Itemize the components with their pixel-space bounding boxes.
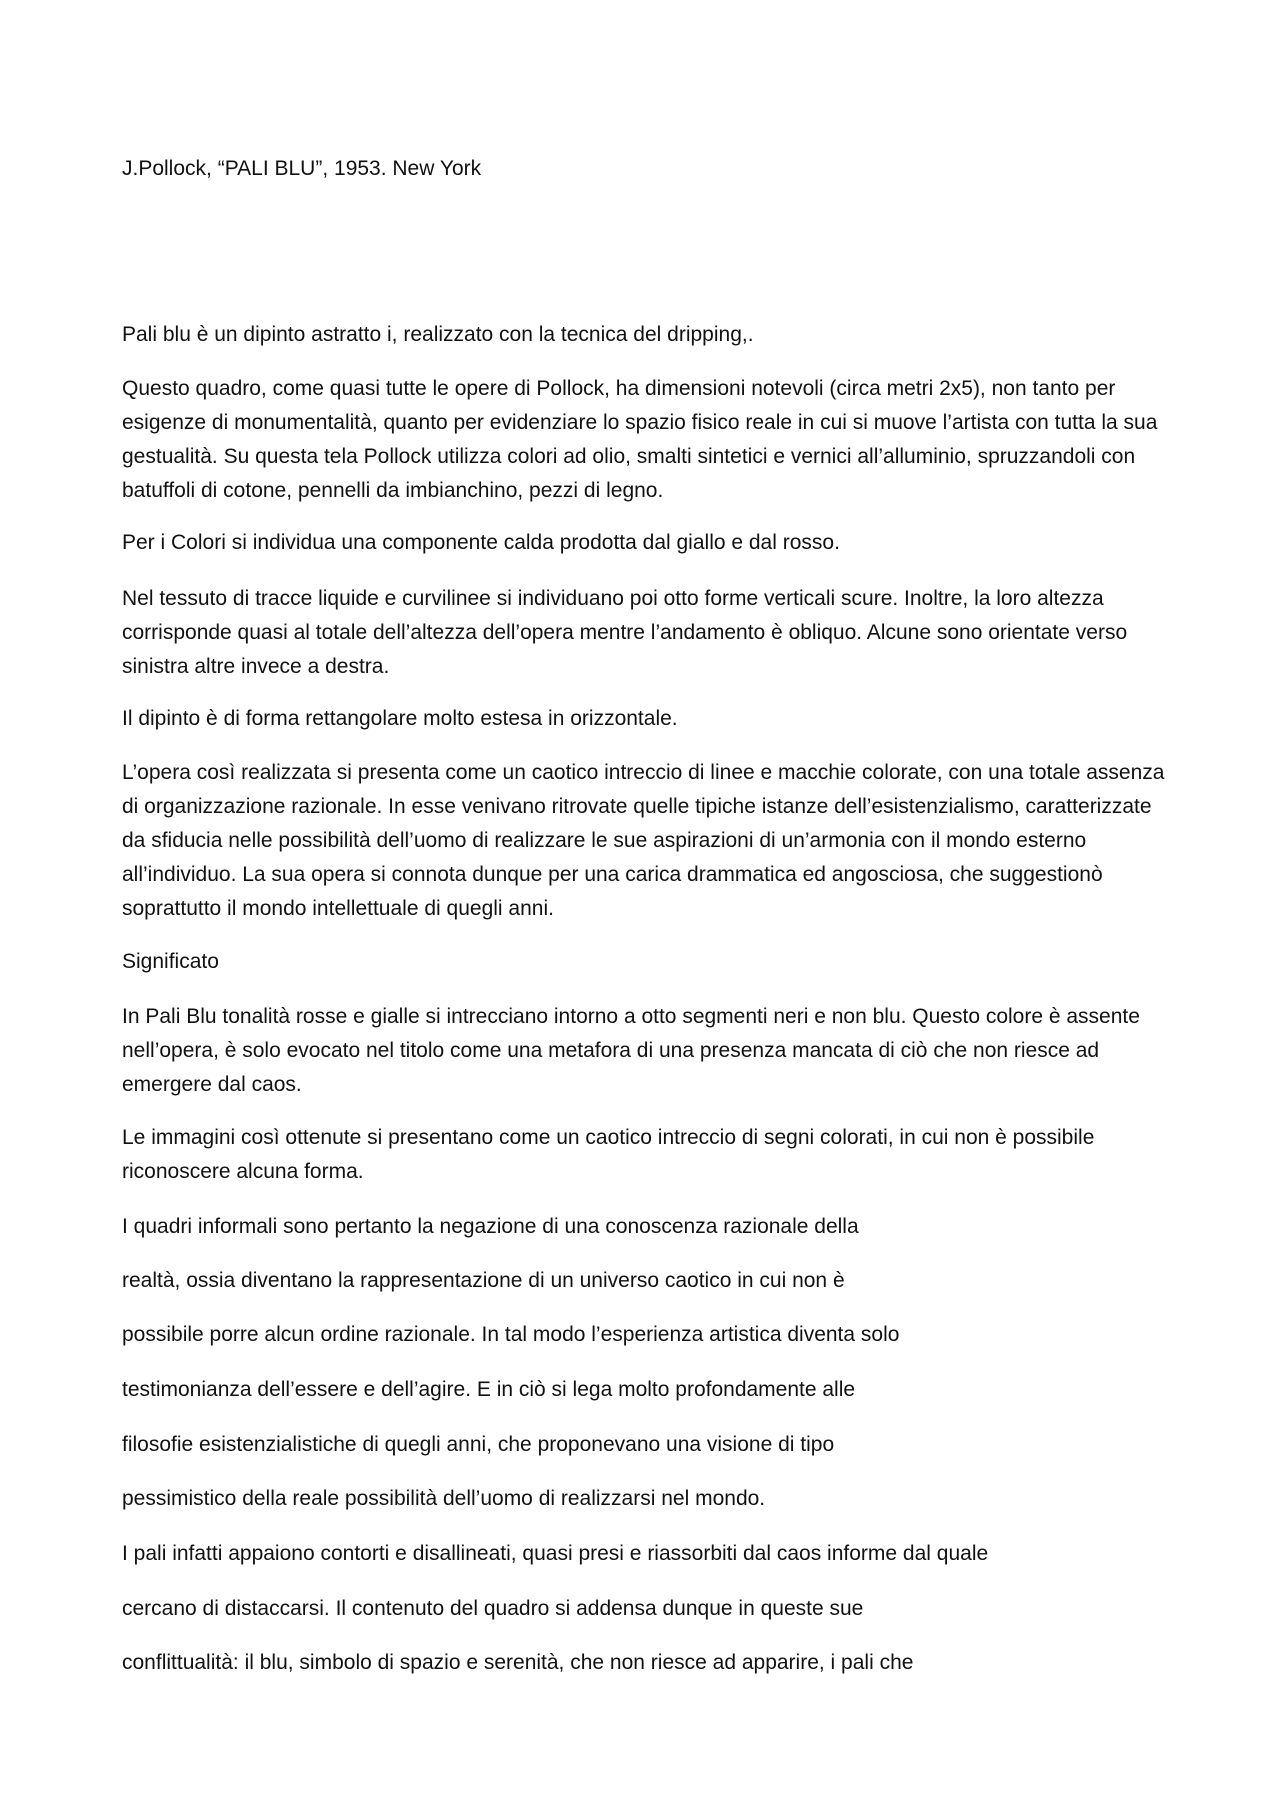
- paragraph-shape: Il dipinto è di forma rettangolare molto estesa in orizzontale.: [122, 707, 678, 730]
- paragraph-line: I quadri informali sono pertanto la negazione di una conoscenza razionale della: [122, 1215, 859, 1238]
- paragraph-images: Le immagini così ottenute si presentano come un caotico intreccio di segni colorati, in cui non è possibile riconoscere alcuna forma.: [122, 1126, 1095, 1183]
- paragraph-line: conflittualità: il blu, simbolo di spazio e serenità, che non riesce ad apparire, i pali che: [122, 1651, 914, 1674]
- paragraph-blue: In Pali Blu tonalità rosse e gialle si intrecciano intorno a otto segmenti neri e non blu. Questo colore è assente nell’opera, è solo evocato nel titolo come una metafora di una presenza mancata di ciò che non riesce ad emergere dal caos.: [122, 1005, 1140, 1096]
- paragraph-line: realtà, ossia diventano la rappresentazione di un universo caotico in cui non è: [122, 1269, 845, 1292]
- paragraph-line: filosofie esistenzialistiche di quegli anni, che proponevano una visione di tipo: [122, 1433, 835, 1456]
- paragraph-line: I pali infatti appaiono contorti e disallineati, quasi presi e riassorbiti dal caos informe dal quale: [122, 1542, 989, 1565]
- section-heading-significato: Significato: [122, 950, 219, 973]
- paragraph-line: pessimistico della reale possibilità dell’uomo di realizzarsi nel mondo.: [122, 1487, 766, 1510]
- paragraph-dimensions: Questo quadro, come quasi tutte le opere di Pollock, ha dimensioni notevoli (circa metri 2x5), non tanto per esigenze di monumentalità, quanto per evidenziare lo spazio fisico reale in cui si muove l’artista con tutta la sua gestualità. Su questa tela Pollock utilizza colori ad olio, smalti sintetici e vernici all’alluminio, spruzzandoli con batuffoli di cotone, pennelli da imbianchino, pezzi di legno.: [122, 377, 1158, 502]
- paragraph-forms: Nel tessuto di tracce liquide e curvilinee si individuano poi otto forme verticali scure. Inoltre, la loro altezza corrisponde quasi al totale dell’altezza dell’opera mentre l’andamento è obliquo. Alcune sono orientate verso sinistra altre invece a destra.: [122, 587, 1128, 678]
- paragraph-line: testimonianza dell’essere e dell’agire. E in ciò si lega molto profondamente alle: [122, 1378, 856, 1401]
- paragraph-colors: Per i Colori si individua una componente calda prodotta dal giallo e dal rosso.: [122, 531, 840, 554]
- document-title: J.Pollock, “PALI BLU”, 1953. New York: [122, 157, 482, 180]
- paragraph-line: cercano di distaccarsi. Il contenuto del quadro si addensa dunque in queste sue: [122, 1597, 864, 1620]
- paragraph-intro: Pali blu è un dipinto astratto i, realizzato con la tecnica del dripping,.: [122, 323, 754, 346]
- paragraph-line: possibile porre alcun ordine razionale. In tal modo l’esperienza artistica diventa solo: [122, 1323, 900, 1346]
- paragraph-chaos: L’opera così realizzata si presenta come un caotico intreccio di linee e macchie colorate, con una totale assenza di organizzazione razionale. In esse venivano ritrovate quelle tipiche istanze dell’esistenzialismo, caratterizzate da sfiducia nelle possibilità dell’uomo di realizzare le sue aspirazioni di un’armonia con il mondo esterno all’individuo. La sua opera si connota dunque per una carica drammatica ed angosciosa, che suggestionò soprattutto il mondo intellettuale di quegli anni.: [122, 761, 1165, 920]
